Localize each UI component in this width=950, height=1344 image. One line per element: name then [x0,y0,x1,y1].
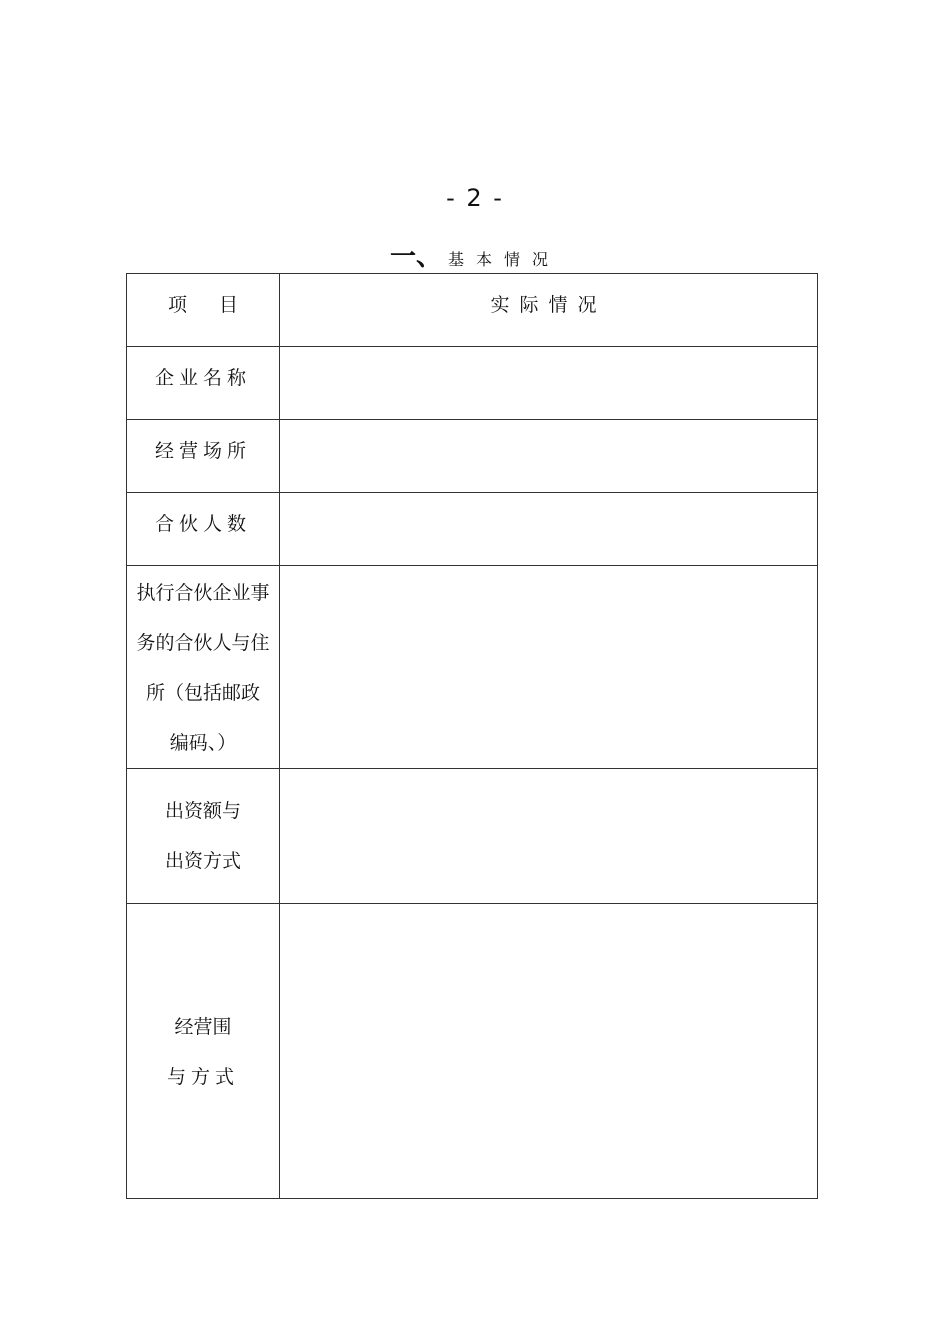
table-row-business-scope [127,904,818,1199]
capital-label: 出资额与 出资方式 [164,800,241,872]
page-number: - 2 - [446,184,504,212]
header-item-cell [127,274,280,347]
header-actual-cell [280,274,818,347]
partner-count-value[interactable] [280,493,818,566]
company-name-value[interactable] [280,347,818,420]
business-scope-value[interactable] [280,904,818,1199]
header-actual-label: 实际情况 [490,294,607,316]
company-name-label: 企业名称 [154,367,251,389]
executive-partner-label: 执行合伙企业事 务的合伙人与住 所（包括邮政 编码、） [136,582,270,754]
capital-value[interactable] [280,769,818,904]
executive-partner-value[interactable] [280,566,818,769]
table-row-business-premises [127,420,818,493]
basic-info-table [126,273,818,1199]
business-scope-label: 经营围 与方式 [166,1016,239,1088]
table-row-executive-partner [127,566,818,769]
business-premises-value[interactable] [280,420,818,493]
table-row-company-name [127,347,818,420]
header-item-left: 项 [167,294,187,316]
section-number: 一、 [389,242,442,272]
table-row-partner-count [127,493,818,566]
table-row-capital [127,769,818,904]
header-item-right: 目 [219,294,239,316]
partner-count-label: 合伙人数 [154,513,251,535]
section-title: 基本情况 [448,250,561,269]
business-premises-label: 经营场所 [154,440,251,462]
section-heading [0,236,950,273]
table-header-row [127,274,818,347]
